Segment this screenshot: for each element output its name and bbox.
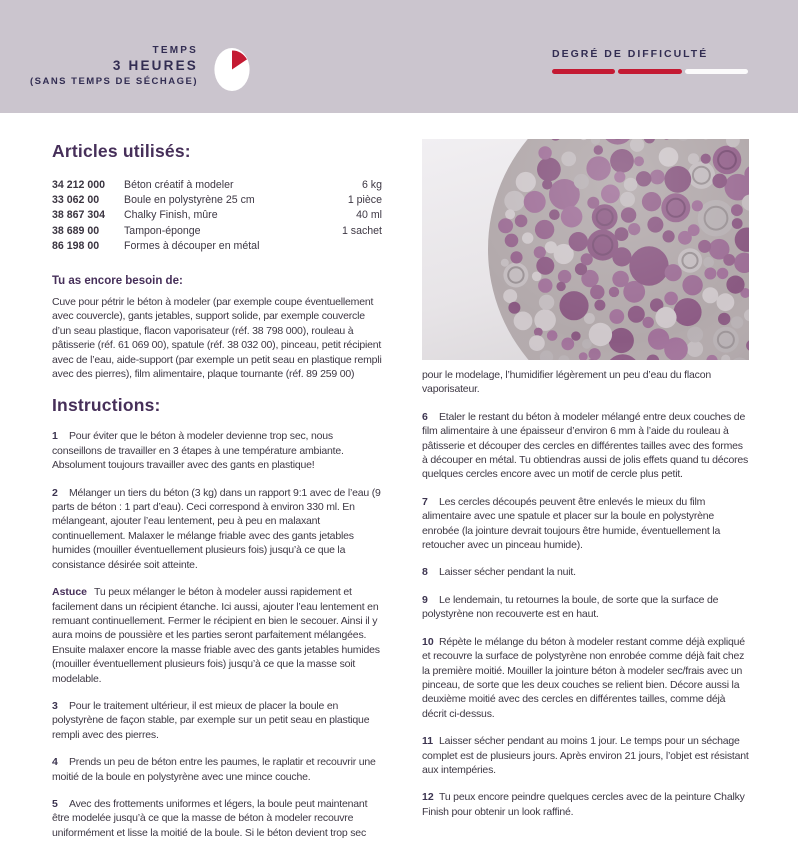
article-row [52, 178, 382, 193]
left-column [52, 141, 382, 851]
article-name: Tampon-éponge [112, 224, 342, 239]
step-5 [52, 797, 382, 840]
step-8 [422, 565, 749, 579]
difficulty-segment [552, 69, 615, 74]
step-text: Le lendemain, tu retournes la boule, de sorte que la surface de polystyrène non recouverte est en haut. [422, 594, 718, 620]
step-number: 9 [422, 593, 435, 607]
step-text: Tu peux encore peindre quelques cercles avec de la peinture Chalky Finish pour obtenir un look raffiné. [422, 791, 745, 817]
right-column [422, 139, 749, 830]
difficulty-segment [618, 69, 681, 74]
article-name: Béton créatif à modeler [112, 178, 362, 193]
step-11 [422, 734, 749, 777]
step-5-continuation: pour le modelage, l’humidifier légèrement un peu d’eau du flacon vaporisateur. [422, 368, 749, 397]
step-9 [422, 593, 749, 622]
step-7 [422, 495, 749, 553]
article-qty: 1 pièce [348, 193, 382, 208]
step-number: 6 [422, 410, 435, 424]
step-text: Les cercles découpés peuvent être enlevés le mieux du film alimentaire avec une spatule et placer sur la boule en polystyrène enrobée (la jointure devrait toujours être humide, éventuellement la retoucher avec un pinceau humide). [422, 496, 720, 551]
time-label: TEMPS [8, 45, 198, 56]
article-name: Boule en polystyrène 25 cm [112, 193, 348, 208]
article-row [52, 193, 382, 208]
tip-label: Astuce [52, 586, 87, 598]
difficulty-meter [552, 69, 748, 74]
step-10 [422, 635, 749, 721]
step-number: 8 [422, 565, 435, 579]
step-text: Mélanger un tiers du béton (3 kg) dans un rapport 9:1 avec de l’eau (9 parts de béton : 1 part d’eau). Ceci correspond à environ 330 ml. En mélangeant, ajouter l’eau lentement, peu à peu en malaxant continuellement. Malaxer le mélange friable avec des gants jetables humides (mouiller éventuellement plusieurs fois) jusqu’à ce que la consistance désirée soit atteinte. [52, 487, 381, 571]
article-row [52, 224, 382, 239]
article-qty: 40 ml [356, 208, 382, 223]
tip-block [52, 585, 382, 686]
sphere-illustration [422, 139, 749, 360]
article-ref: 86 198 00 [52, 239, 112, 254]
step-text: Avec des frottements uniformes et légers, la boule peut maintenant être modelée jusqu’à ce que la masse de béton à modeler recouvre uniformément et lisse la moitié de la boule. Si le béton devient trop sec [52, 798, 367, 839]
header-band [0, 0, 798, 113]
clock-pie-icon [210, 42, 254, 97]
step-number: 7 [422, 495, 435, 509]
tip-text: Tu peux mélanger le béton à modeler aussi rapidement et facilement dans un récipient étanche. Ici aussi, ajouter l’eau lentement en remuant continuellement. Fermer le récipient en bien le secouer. Ainsi il y aura moins de poussière et les parties seront parfaitement mélangées. Ensuite malaxer encore la masse friable avec des gants jetables humides (mouiller éventuellement plusieurs fois) jusqu’à ce que la masse soit modelable. [52, 586, 380, 684]
step-number: 2 [52, 486, 65, 500]
step-text: Laisser sécher pendant la nuit. [439, 566, 576, 578]
step-1 [52, 429, 382, 472]
step-12 [422, 790, 749, 819]
articles-title: Articles utilisés: [52, 141, 382, 162]
article-qty: 6 kg [362, 178, 382, 193]
articles-table [52, 178, 382, 254]
article-row [52, 239, 382, 254]
article-ref: 34 212 000 [52, 178, 112, 193]
step-text: Pour éviter que le béton à modeler devienne trop sec, nous conseillons de travailler en 3 étapes à une température ambiante. Absolument toujours travailler avec des gants en plastique! [52, 430, 344, 471]
step-text: Etaler le restant du béton à modeler mélangé entre deux couches de film alimentaire à une épaisseur d’environ 6 mm à l’aide du rouleau à pâtisserie et découper des cercles en différentes tailles avec des formes à découper en métal. Tu obtiendras aussi de jolis effets quand tu décores quelques cercles encore avec un motif de cercle plus petit. [422, 411, 748, 481]
article-ref: 38 867 304 [52, 208, 112, 223]
article-ref: 33 062 00 [52, 193, 112, 208]
time-value: 3 HEURES [8, 58, 198, 73]
article-name: Formes à découper en métal [112, 239, 382, 254]
step-text: Prends un peu de béton entre les paumes, le raplatir et recouvrir une moitié de la boule en polystyrène avec une mince couche. [52, 756, 376, 782]
article-qty: 1 sachet [342, 224, 382, 239]
time-note: (SANS TEMPS DE SÉCHAGE) [8, 76, 198, 87]
article-ref: 38 689 00 [52, 224, 112, 239]
step-text: Pour le traitement ultérieur, il est mieux de placer la boule en polystyrène de façon stable, par exemple sur un petit seau en plastique rempli avec des pierres. [52, 700, 369, 741]
step-number: 12 [422, 790, 435, 804]
step-number: 10 [422, 635, 435, 649]
also-needed-title: Tu as encore besoin de: [52, 275, 382, 287]
step-3 [52, 699, 382, 742]
difficulty-info [552, 48, 748, 74]
step-number: 5 [52, 797, 65, 811]
instructions-title: Instructions: [52, 395, 382, 416]
article-name: Chalky Finish, mûre [112, 208, 356, 223]
also-needed-text: Cuve pour pétrir le béton à modeler (par exemple coupe éventuellement avec couvercle), gants jetables, support solide, par exemple couvercle d’un seau plastique, flacon vaporisateur (réf. 38 798 000), rouleau à pâtisserie (réf. 61 069 00), spatule (réf. 38 032 00), pinceau, petit récipient avec de l’eau, aide-support (par exemple un petit seau en plastique rempli avec des pierres), film alimentaire, plaque tournante (réf. 89 259 00) [52, 295, 382, 381]
step-text: Laisser sécher pendant au moins 1 jour. Le temps pour un séchage complet est de plusieurs jours. Après environ 21 jours, l’objet est résistant aux intempéries. [422, 735, 749, 776]
difficulty-label: DEGRÉ DE DIFFICULTÉ [552, 48, 748, 60]
step-2 [52, 486, 382, 572]
difficulty-segment [685, 69, 748, 74]
step-6 [422, 410, 749, 482]
step-4 [52, 755, 382, 784]
step-number: 3 [52, 699, 65, 713]
step-text: Répète le mélange du béton à modeler restant comme déjà expliqué et recouvre la surface de polystyrène non enrobée comme déjà fait chez la première moitié. Mouiller la jointure béton à modeler sec/frais avec un pinceau, de sorte que les deux couches se relient bien. Décore aussi la deuxième moitié avec des cercles en différentes tailles, comme déjà décrit ci-dessus. [422, 636, 745, 720]
article-row [52, 208, 382, 223]
step-number: 1 [52, 429, 65, 443]
decorated-sphere-photo [422, 139, 749, 360]
time-info [8, 45, 198, 87]
step-number: 4 [52, 755, 65, 769]
step-number: 11 [422, 734, 435, 748]
